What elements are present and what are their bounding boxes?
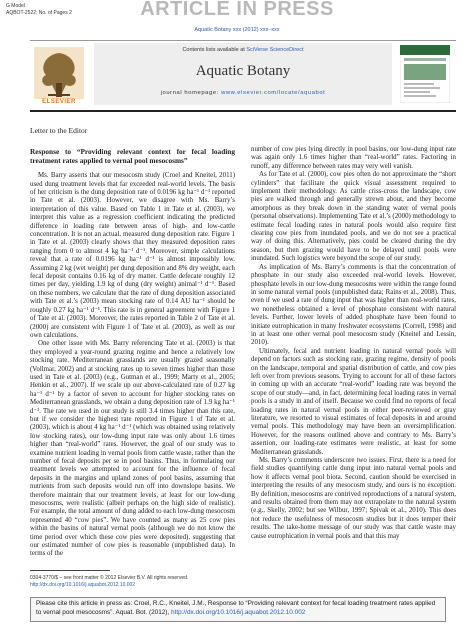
homepage-link[interactable]: www.elsevier.com/locate/aquabot (221, 90, 326, 96)
citation-text: Please cite this article in press as: Croel, R.C., Kneitel, J.M., Response to “Providing relevant context for fecal loading treatment rates applied to vernal pool mesocosms”. Aquat. Bot. (2012), (36, 600, 436, 616)
right-text-column (251, 146, 456, 541)
article-in-press-banner: ARTICLE IN PRESS (140, 0, 334, 20)
journal-cover-thumbnail-icon (400, 45, 450, 103)
body-paragraph: One other issue with Ms. Barry referencing Tate et al. (2003) is that they employed a year-round grazing regime and hence a relatively low stocking rate. Mediterranean grasslands are usually grazed seasonally (Vollmar, 2002) and at stocking rates up to seven times higher than those used in Tate et al. (2003) (e.g., Gutman et al., 1999; Marty et al., 2005; Henkin et al., 2007). If we scale up our above-calculated rate of 0.27 kg ha⁻¹ d⁻¹ by a factor of seven to account for higher stocking rates on Mediterranean grasslands, we obtain a dung deposition rate of 1.9 kg ha⁻¹ d⁻¹. The rate we used in our study is still 3.4 times higher than this rate, but if we consider the highest rate reported in Figure 1 of Tate et al. (2003), which is about 4 kg ha⁻¹ d⁻¹ (which was obtained using relatively low stocking rates), our low-dung input rate was only about 1.6 times higher than “real-world” rates. However, the goal of our study was to examine nutrient loading in vernal pools from cattle waste, rather than the number of fecal deposits per se in pool basins. Thus, in formulating our treatment levels we attempted to account for the influence of fecal deposits in the margins and upland zones of pool basins, assuming that nutrients from such deposits would run off into downslope basins. We therefore maintain that our treatment levels, at least for our low-dung mesocosms, were realistic (albeit perhaps on the high side of realistic). For example, the total amount of dung added to each low-dung mesocosm represented 40 “cow pies”. We have counted as many as 25 cow pies within the basins of natural vernal pools (although we do not know the time period over which these cow pies were deposited), suggesting that our estimated number of cow pies is reasonable (unpublished data). In terms of the (30, 340, 235, 558)
article-footer (30, 575, 188, 589)
journal-homepage-line (94, 90, 392, 96)
body-paragraph: As for Tate et al. (2000), cow pies often do not approximate the “short cylinders” that facilitate the quick visual assessment required to implement their methodology. As cattle criss-cross the landscape, cow pies are walked through and generally strewn about, and they become amorphous as they break down in the standing water of vernal pools (personal observations). Implementing Tate et al.’s (2000) methodology to estimate fecal loading rates in natural pools would also require first clearing cow pies from inundated pools, and we do not see a practical way of doing this. Alternatively, pies could be cleared during the dry season, but then grazing would have to be delayed until pools were inundated. Such logistics were beyond the scope of our study. (251, 171, 456, 263)
article-type-label: Letter to the Editor (30, 126, 88, 135)
citation-notice-box (30, 597, 446, 622)
contents-prefix: Contents lists available at (182, 47, 247, 53)
body-paragraph: Ms. Barry asserts that our mesocosm study (Croel and Kneitel, 2011) used dung treatment levels that far exceeded real-world levels. The basis of her criticism is the dung deposition rate of 0.0196 kg ha⁻¹ d⁻¹ reported in Tate et al. (2003). However, we disagree with Ms. Barry’s interpretation of this value. Based on Table 1 in Tate et al. (2003), we interpret this value as a regression coefficient indicating the predicted difference in loading rate between areas of high- and low-cattle concentration. It is not an actual, measured dung deposition rate. Figure 1 in Tate et al. (2003) clearly shows that they measured deposition rates ranging from 0 to almost 4 kg ha⁻¹ d⁻¹. Moreover, simple calculations reveal that a rate of 0.0196 kg ha⁻¹ d⁻¹ is almost impossibly low. Assuming 2 kg (wet weight) per dung deposition and 8% dry weight, each fecal deposit contains 0.16 kg of dry matter. Cattle defecate roughly 12 times per day, yielding 1.9 kg of dung (dry weight) animal⁻¹ d⁻¹. Based on these numbers, we calculate that the rate of dung deposition associated with Tate et al.’s (2003) mean stocking rate of 0.14 AU ha⁻¹ should be roughly 0.27 kg ha⁻¹ d⁻¹. This rate is in general agreement with Figure 1 of Tate et al. (2003). Moreover, the rates reported in Table 2 of Tate et al. (2000) are consistent with Figure 1 of Tate et al. (2003), as well as our own calculations. (30, 172, 235, 339)
journal-citation-header[interactable]: Aquatic Botany xxx (2012) xxx–xxx (194, 27, 280, 33)
citation-doi-link[interactable]: http://dx.doi.org/10.1016/j.aquabot.2012.10.002 (170, 608, 306, 616)
body-paragraph: Ms. Barry’s comments underscore two issues. First, there is a need for field studies quantifying cattle dung input into natural vernal pools and how it affects vernal pool biota. Second, caution should be exercised in interpreting the results of any mesocosm study, and ours is no exception. By definition, mesocosms are contrived reproductions of a natural system, and results obtained from them may not extrapolate to the natural system (e.g., Skelly, 2002; but see Wilbur, 1997; Spivak et al., 2010). This does not reduce the usefulness of mesocosm studies but it does temper their results. The take-home message of our study was that cattle waste may cause eutrophication in vernal pools and that this may (251, 457, 456, 540)
publisher-name: ELSEVIER (42, 99, 76, 105)
model-label: G Model (6, 3, 25, 9)
letter-headline: Response to “Providing relevant context for fecal loading treatment rates applied to vernal pool mesocosms” (30, 147, 235, 165)
journal-title: Aquatic Botany (195, 63, 291, 79)
elsevier-tree-logo-icon (30, 45, 88, 101)
contents-available-line (94, 47, 392, 53)
body-paragraph: Ultimately, fecal and nutrient loading in natural vernal pools will depend on factors such as stocking rate, grazing regime, density of pools on the landscape, temporal and spatial distribution of cattle, and cow pies left over from previous seasons. Trying to account for all of these factors in coming up with an accurate “real-world” loading rate was beyond the scope of our study—and, in fact, determining fecal loading rates in vernal pools is a study in and of itself. Because we could find no reports of fecal loading rates in natural vernal pools in either peer-reviewed or gray literature, we resorted to visual estimates of fecal deposits in and around vernal pools. This methodology may have been an oversimplification. However, for the reasons outlined above and contrary to Ms. Barry’s assertion, our loading-rate estimates were realistic, at least for some Mediterranean grasslands. (251, 347, 456, 456)
journal-masthead (30, 40, 456, 111)
left-text-column (30, 148, 235, 559)
sciencedirect-link[interactable]: SciVerse ScienceDirect (246, 47, 304, 53)
footer-doi-link[interactable]: http://dx.doi.org/10.1016/j.aquabot.2012.10.002 (30, 582, 136, 588)
masthead-divider (30, 110, 456, 112)
body-paragraph: number of cow pies lying directly in pool basins, our low-dung input rate was again only 1.6 times higher than “real-world” rates. Factoring in runoff, any difference between rates may very well vanish. (251, 146, 456, 170)
copyright-line: 0304-3770/$ – see front matter © 2012 Elsevier B.V. All rights reserved. (30, 575, 189, 581)
article-id-pages: AQBOT-2522; No. of Pages 2 (6, 10, 72, 16)
masthead-center-panel (94, 43, 392, 105)
body-paragraph: As implication of Ms. Barry’s comments is that the concentration of phosphate in our study also exceeded real-world levels. However, phosphate levels in our low-dung mesocosms were within the range found in some natural vernal pools (unpublished data; Rains et al., 2008). Thus, even if we used a rate of dung input that was higher than real-world rates, we nonetheless obtained a level of phosphate consistent with natural levels. Further, lower levels of added phosphate have been found to initiate eutrophication in many freshwater ecosystems (Correll, 1998) and in at least one other vernal pool mesocosm study (Kneitel and Lessin, 2010). (251, 263, 456, 347)
homepage-prefix: journal homepage: (160, 90, 222, 96)
footer-divider (30, 570, 110, 571)
